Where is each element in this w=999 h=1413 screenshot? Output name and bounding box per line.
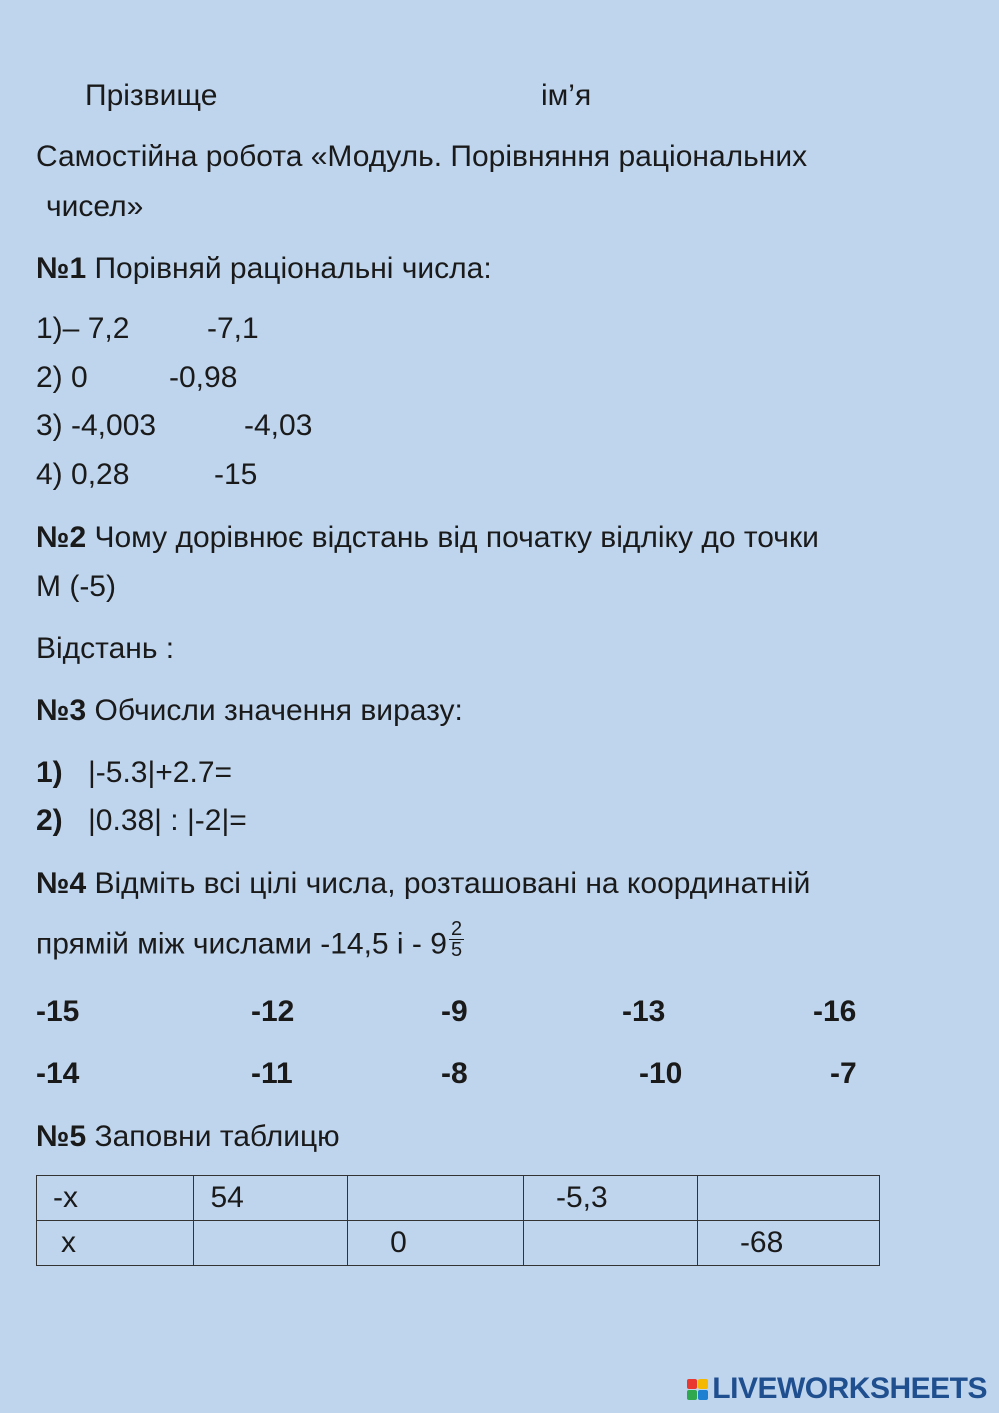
table-cell-blank[interactable] bbox=[348, 1176, 524, 1221]
worksheet-title-line1: Самостійна робота «Модуль. Порівняння раціональних bbox=[36, 140, 808, 173]
task1-item-1-a: 1)– 7,2 bbox=[36, 312, 130, 345]
task1-item-1 bbox=[36, 311, 129, 347]
task4-text: Відміть всі цілі числа, розташовані на координатній bbox=[94, 867, 811, 900]
number-option[interactable]: -12 bbox=[251, 995, 295, 1028]
fill-table bbox=[36, 1175, 880, 1266]
surname-label: Прізвище bbox=[85, 79, 218, 112]
table-cell: x bbox=[37, 1221, 194, 1266]
table-cell-blank[interactable] bbox=[194, 1221, 348, 1266]
table-cell: -68 bbox=[697, 1221, 879, 1266]
number-option[interactable]: -13 bbox=[622, 995, 666, 1028]
table-cell: -5,3 bbox=[523, 1176, 697, 1221]
table-cell: 0 bbox=[348, 1221, 524, 1266]
task3-item-1-num: 1) bbox=[36, 756, 63, 789]
name-label: ім’я bbox=[541, 79, 592, 112]
task2-text-line2: М (-5) bbox=[36, 570, 116, 603]
table-row bbox=[37, 1221, 880, 1266]
task4-text2: прямій між числами -14,5 і - 9 bbox=[36, 927, 447, 961]
task5-heading bbox=[36, 1119, 340, 1155]
task4-number: №4 bbox=[36, 867, 87, 900]
task3-item-2-num: 2) bbox=[36, 804, 63, 837]
number-option[interactable]: -8 bbox=[441, 1057, 468, 1090]
number-option[interactable]: -15 bbox=[36, 995, 80, 1028]
task1-item-2-a: 2) 0 bbox=[36, 361, 88, 394]
worksheet-title-line2: чисел» bbox=[46, 190, 144, 223]
fraction-denominator: 5 bbox=[450, 939, 463, 961]
task5-text: Заповни таблицю bbox=[94, 1120, 340, 1153]
logo-text: LIVEWORKSHEETS bbox=[712, 1372, 987, 1405]
table-cell-blank[interactable] bbox=[697, 1176, 879, 1221]
liveworksheets-logo bbox=[687, 1372, 987, 1406]
table-cell-blank[interactable] bbox=[523, 1221, 697, 1266]
table-cell: 54 bbox=[194, 1176, 348, 1221]
number-option[interactable]: -9 bbox=[441, 995, 468, 1028]
fraction-numerator: 2 bbox=[450, 918, 463, 940]
task3-number: №3 bbox=[36, 694, 87, 727]
number-option[interactable]: -16 bbox=[813, 995, 857, 1028]
task1-item-4-a: 4) 0,28 bbox=[36, 458, 130, 491]
task3-heading bbox=[36, 693, 463, 729]
liveworksheets-logo-icon bbox=[687, 1379, 708, 1400]
task2-answer-label: Відстань : bbox=[36, 632, 175, 665]
task1-text: Порівняй раціональні числа: bbox=[94, 252, 492, 285]
task1-item-3-b: -4,03 bbox=[244, 409, 313, 442]
task5-number: №5 bbox=[36, 1120, 87, 1153]
number-option[interactable]: -7 bbox=[830, 1057, 857, 1090]
task1-number: №1 bbox=[36, 252, 87, 285]
task3-item-1-expr: |-5.3|+2.7= bbox=[88, 756, 233, 789]
task1-item-1-b: -7,1 bbox=[207, 312, 259, 345]
number-option[interactable]: -11 bbox=[251, 1057, 293, 1090]
task1-item-4-b: -15 bbox=[214, 458, 258, 491]
task2-heading bbox=[36, 520, 819, 556]
task1-item-2-b: -0,98 bbox=[169, 361, 238, 394]
task1-heading bbox=[36, 251, 492, 287]
number-option[interactable]: -14 bbox=[36, 1057, 80, 1090]
table-cell: -x bbox=[37, 1176, 194, 1221]
task4-text-line2 bbox=[36, 918, 464, 966]
task2-text: Чому дорівнює відстань від початку відліку до точки bbox=[94, 521, 819, 554]
task3-item-2-expr: |0.38| : |-2|= bbox=[88, 804, 247, 837]
task2-number: №2 bbox=[36, 521, 87, 554]
task4-heading bbox=[36, 866, 810, 902]
mixed-fraction bbox=[449, 919, 464, 960]
task3-item-1 bbox=[36, 755, 63, 791]
number-option[interactable]: -10 bbox=[639, 1057, 683, 1090]
task1-item-3-a: 3) -4,003 bbox=[36, 409, 157, 442]
table-row bbox=[37, 1176, 880, 1221]
task3-text: Обчисли значення виразу: bbox=[94, 694, 463, 727]
task3-item-2 bbox=[36, 803, 63, 839]
